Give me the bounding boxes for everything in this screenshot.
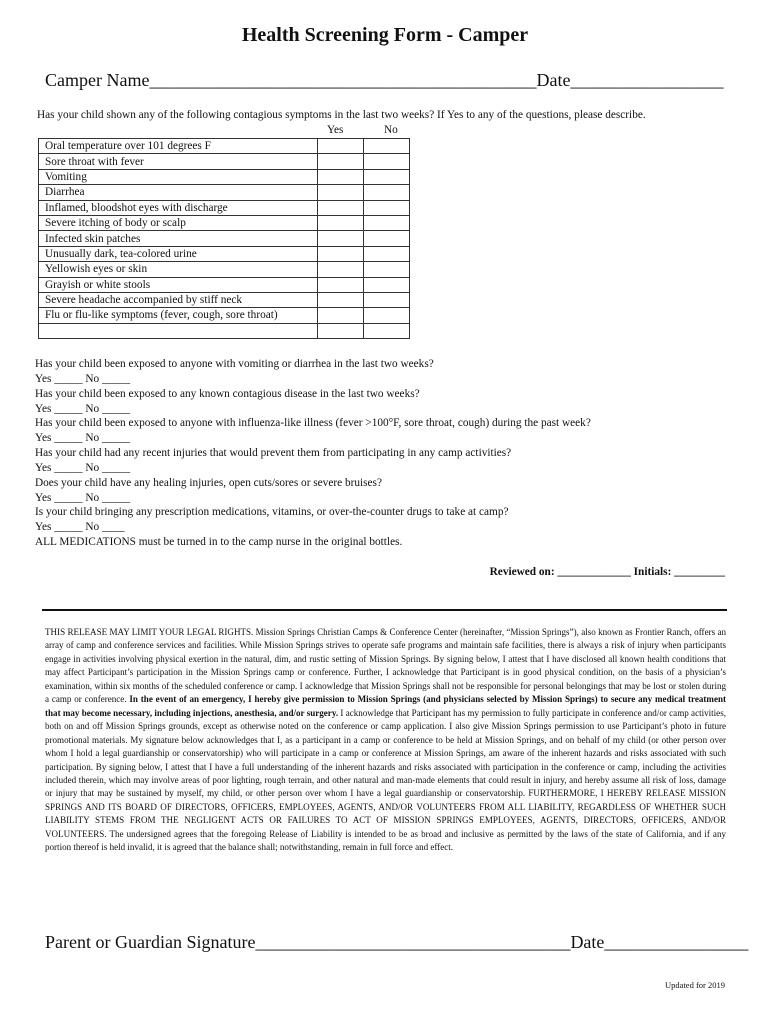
symptom-yes-cell[interactable] — [318, 262, 364, 277]
signature-date-label: Date — [570, 932, 605, 952]
symptom-label: Inflamed, bloodshot eyes with discharge — [39, 200, 318, 215]
question-yes-no-field[interactable]: Yes _____ No _____ — [35, 432, 131, 445]
symptom-label — [39, 323, 318, 338]
symptom-no-cell[interactable] — [364, 215, 410, 230]
symptom-row — [39, 200, 410, 215]
symptom-yes-cell[interactable] — [318, 200, 364, 215]
symptom-no-cell[interactable] — [364, 169, 410, 184]
question-text: Has your child been exposed to anyone with influenza-like illness (fever >100°F, sore throat, cough) during the past week? — [35, 417, 591, 430]
symptom-row — [39, 154, 410, 169]
no-column-header: No — [384, 124, 398, 136]
release-emergency-consent: In the event of an emergency, I hereby give permission to Mission Springs (and physicians selected by Mission Springs) to secure any medical treatment that may become necessary, including injections, anesthesia, and/or surgery. — [45, 694, 727, 718]
question-yes-no-field[interactable]: Yes _____ No _____ — [35, 491, 131, 504]
symptom-yes-cell[interactable] — [318, 246, 364, 261]
symptom-label: Grayish or white stools — [39, 277, 318, 292]
question-yes-no-field[interactable]: Yes _____ No ____ — [35, 521, 125, 534]
symptom-no-cell[interactable] — [364, 185, 410, 200]
question-text: Has your child had any recent injuries that would prevent them from participating in any camp activities? — [35, 447, 512, 460]
symptom-label: Severe headache accompanied by stiff neck — [39, 292, 318, 307]
symptom-no-cell[interactable] — [364, 200, 410, 215]
question-text: Has your child been exposed to anyone with vomiting or diarrhea in the last two weeks? — [35, 358, 434, 370]
symptom-no-cell[interactable] — [364, 246, 410, 261]
release-text-1: THIS RELEASE MAY LIMIT YOUR LEGAL RIGHTS. Mission Springs Christian Camps & Conference Center (hereinafter, “Mission Springs”), also known as Frontier Ranch, offers an array of camp and conference services and facilities. While Mission Springs strives to operate safe programs and maintain safe facilities, there is always a risk of injury when participants engage in activities involving physical exertion in the natural, dim, and rustic setting of Mission Springs. By signing below, I attest that I have disclosed all known health conditions that may affect Participant’s participation in the Mission Springs camp or conference. Further, I acknowledge that Participant is in good physical condition, on the basis of a physician’s examination, within six months of the scheduled conference or camp. I acknowledge that Mission Springs shall not be responsible for personal belongings that may be lost or stolen during a camp or conference. — [45, 627, 726, 705]
symptom-label: Severe itching of body or scalp — [39, 215, 318, 230]
symptom-label: Sore throat with fever — [39, 154, 318, 169]
medications-note: ALL MEDICATIONS must be turned in to the camp nurse in the original bottles. — [35, 536, 403, 549]
symptom-label: Yellowish eyes or skin — [39, 262, 318, 277]
question-yes-no-field[interactable]: Yes _____ No _____ — [35, 402, 131, 415]
symptom-row — [39, 246, 410, 261]
yes-column-header: Yes — [327, 124, 344, 136]
symptom-yes-cell[interactable] — [318, 231, 364, 246]
symptom-label: Flu or flu-like symptoms (fever, cough, sore throat) — [39, 308, 318, 323]
updated-note: Updated for 2019 — [665, 980, 725, 990]
signature-field[interactable]: ___________________________________ — [255, 932, 571, 952]
symptom-row — [39, 169, 410, 184]
question-text: Does your child have any healing injuries, open cuts/sores or severe bruises? — [35, 476, 382, 489]
date-field[interactable]: _________________ — [570, 70, 724, 90]
symptom-table — [38, 138, 410, 339]
symptom-row — [39, 231, 410, 246]
symptom-yes-cell[interactable] — [318, 169, 364, 184]
signature-label: Parent or Guardian Signature — [45, 932, 256, 952]
camper-name-field[interactable]: ___________________________________________ — [149, 70, 537, 90]
exposure-questions — [35, 357, 591, 550]
symptom-no-cell[interactable] — [364, 308, 410, 323]
symptom-label: Oral temperature over 101 degrees F — [39, 139, 318, 154]
reviewed-on-initials[interactable]: Reviewed on: _____________ Initials: _________ — [489, 566, 725, 578]
symptom-yes-cell[interactable] — [318, 215, 364, 230]
symptom-yes-cell[interactable] — [318, 277, 364, 292]
signature-row — [45, 932, 748, 953]
camper-name-row — [45, 70, 723, 91]
symptom-row — [39, 292, 410, 307]
symptom-no-cell[interactable] — [364, 292, 410, 307]
symptom-no-cell[interactable] — [364, 154, 410, 169]
symptom-no-cell[interactable] — [364, 323, 410, 338]
question-text: Has your child been exposed to any known contagious disease in the last two weeks? — [35, 387, 420, 400]
liability-release — [45, 626, 726, 855]
symptom-row — [39, 323, 410, 338]
symptom-yes-cell[interactable] — [318, 323, 364, 338]
symptom-row — [39, 215, 410, 230]
symptom-label: Unusually dark, tea-colored urine — [39, 246, 318, 261]
symptom-row — [39, 262, 410, 277]
question-yes-no-field[interactable]: Yes _____ No _____ — [35, 461, 131, 474]
symptom-no-cell[interactable] — [364, 231, 410, 246]
symptom-yes-cell[interactable] — [318, 154, 364, 169]
symptom-yes-cell[interactable] — [318, 139, 364, 154]
symptom-no-cell[interactable] — [364, 139, 410, 154]
question-yes-no-field[interactable]: Yes _____ No _____ — [35, 372, 131, 385]
symptom-row — [39, 185, 410, 200]
symptom-label: Diarrhea — [39, 185, 318, 200]
symptom-no-cell[interactable] — [364, 262, 410, 277]
section-divider — [42, 609, 727, 611]
symptom-label: Vomiting — [39, 169, 318, 184]
symptom-yes-cell[interactable] — [318, 185, 364, 200]
question-text: Is your child bringing any prescription medications, vitamins, or over-the-counter drugs to take at camp? — [35, 506, 509, 519]
camper-name-label: Camper Name — [45, 70, 150, 90]
symptom-row — [39, 277, 410, 292]
release-text-2: I acknowledge that Participant has my permission to fully participate in conference and/or camp activities, both on and off Mission Springs grounds, except as otherwise noted on the conference or camp application. I also give Mission Springs permission to use Participant’s photo in future promotional materials. My signature below acknowledges that I, as a participant in a camp or conference to be held at Mission Springs, and on behalf of my child (or other person over whom I hold a legal guardianship or conservatorship) who will participate in a camp or conference at Mission Springs, am aware of the inherent hazards and risks associated with such participation. By signing below, I attest that I have a full understanding of the inherent hazards and risks associated with participation in the conference or camp, including the activities included therein, which may involve areas of poor lighting, rough terrain, and other natural and man-made elements that could result in injury, and hereby assume all risk of loss, damage or injury that may be sustained by myself, my child, or other person over whom I have a legal guardianship or conservatorship. FURTHERMORE, I HEREBY RELEASE MISSION SPRINGS AND ITS BOARD OF DIRECTORS, OFFICERS, EMPLOYEES, AGENTS, AND/OR VOLUNTEERS FROM ALL LIABILITY, REGARDLESS OF WHETHER SUCH LIABILITY STEMS FROM THE NEGLIGENT ACTS OR FAILURES TO ACT OF MISSION SPRINGS EMPLOYEES, AGENTS, DIRECTORS, OFFICERS, AND/OR VOLUNTEERS. The undersigned agrees that the foregoing Release of Liability is intended to be as broad and inclusive as permitted by the laws of the state of California, and if any portion thereof is held invalid, it is agreed that the balance shall; notwithstanding, remain in full force and effect. — [45, 707, 726, 853]
signature-date-field[interactable]: ________________ — [604, 932, 749, 952]
date-label: Date — [536, 70, 571, 90]
symptom-label: Infected skin patches — [39, 231, 318, 246]
symptom-row — [39, 139, 410, 154]
form-title: Health Screening Form - Camper — [241, 24, 529, 46]
symptom-yes-cell[interactable] — [318, 292, 364, 307]
symptom-no-cell[interactable] — [364, 277, 410, 292]
symptom-row — [39, 308, 410, 323]
symptoms-intro: Has your child shown any of the following contagious symptoms in the last two weeks? If Yes to any of the questions, please describe. — [37, 109, 646, 121]
symptom-yes-cell[interactable] — [318, 308, 364, 323]
